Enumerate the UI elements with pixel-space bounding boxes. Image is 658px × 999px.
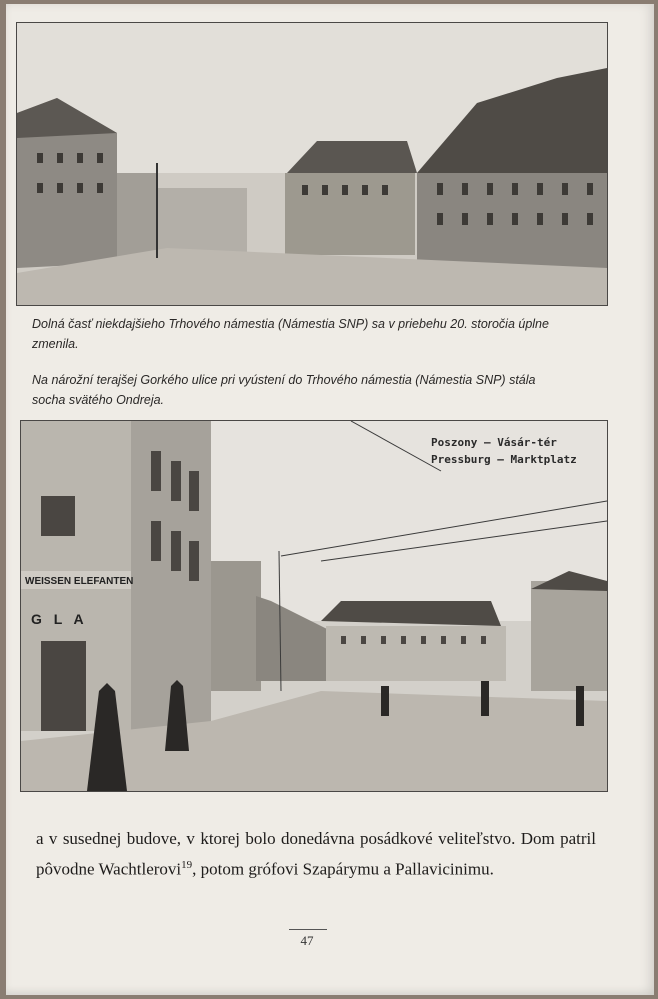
shop-sign-text-2: G L A bbox=[31, 611, 88, 627]
historic-photo-top bbox=[16, 22, 608, 306]
historic-postcard-photo bbox=[20, 420, 608, 792]
body-text-before: a v susednej budove, v ktorej bolo donedávna posádkové veliteľstvo. Dom patril pôvodne Wachtlerovi bbox=[36, 829, 596, 879]
footnote-marker: 19 bbox=[181, 859, 193, 871]
page-number: 47 bbox=[300, 933, 314, 948]
postcard-caption-line1: Poszony — Vásár-tér bbox=[431, 436, 557, 449]
body-text-after: , potom grófovi Szapárymu a Pallavicinimu. bbox=[192, 859, 494, 879]
caption-bottom: Na nárožní terajšej Gorkého ulice pri vyústení do Trhového námestia (Námestia SNP) stála socha svätého Ondreja. bbox=[32, 373, 536, 407]
body-paragraph bbox=[36, 826, 596, 883]
postcard-caption-line2: Pressburg — Marktplatz bbox=[431, 453, 577, 466]
caption-top: Dolná časť niekdajšieho Trhového námestia (Námestia SNP) sa v priebehu 20. storočia úplne zmenila. bbox=[32, 317, 549, 351]
page-number-rule bbox=[289, 929, 327, 930]
shop-sign-text: WEISSEN ELEFANTEN bbox=[25, 576, 134, 587]
book-page bbox=[6, 4, 654, 995]
